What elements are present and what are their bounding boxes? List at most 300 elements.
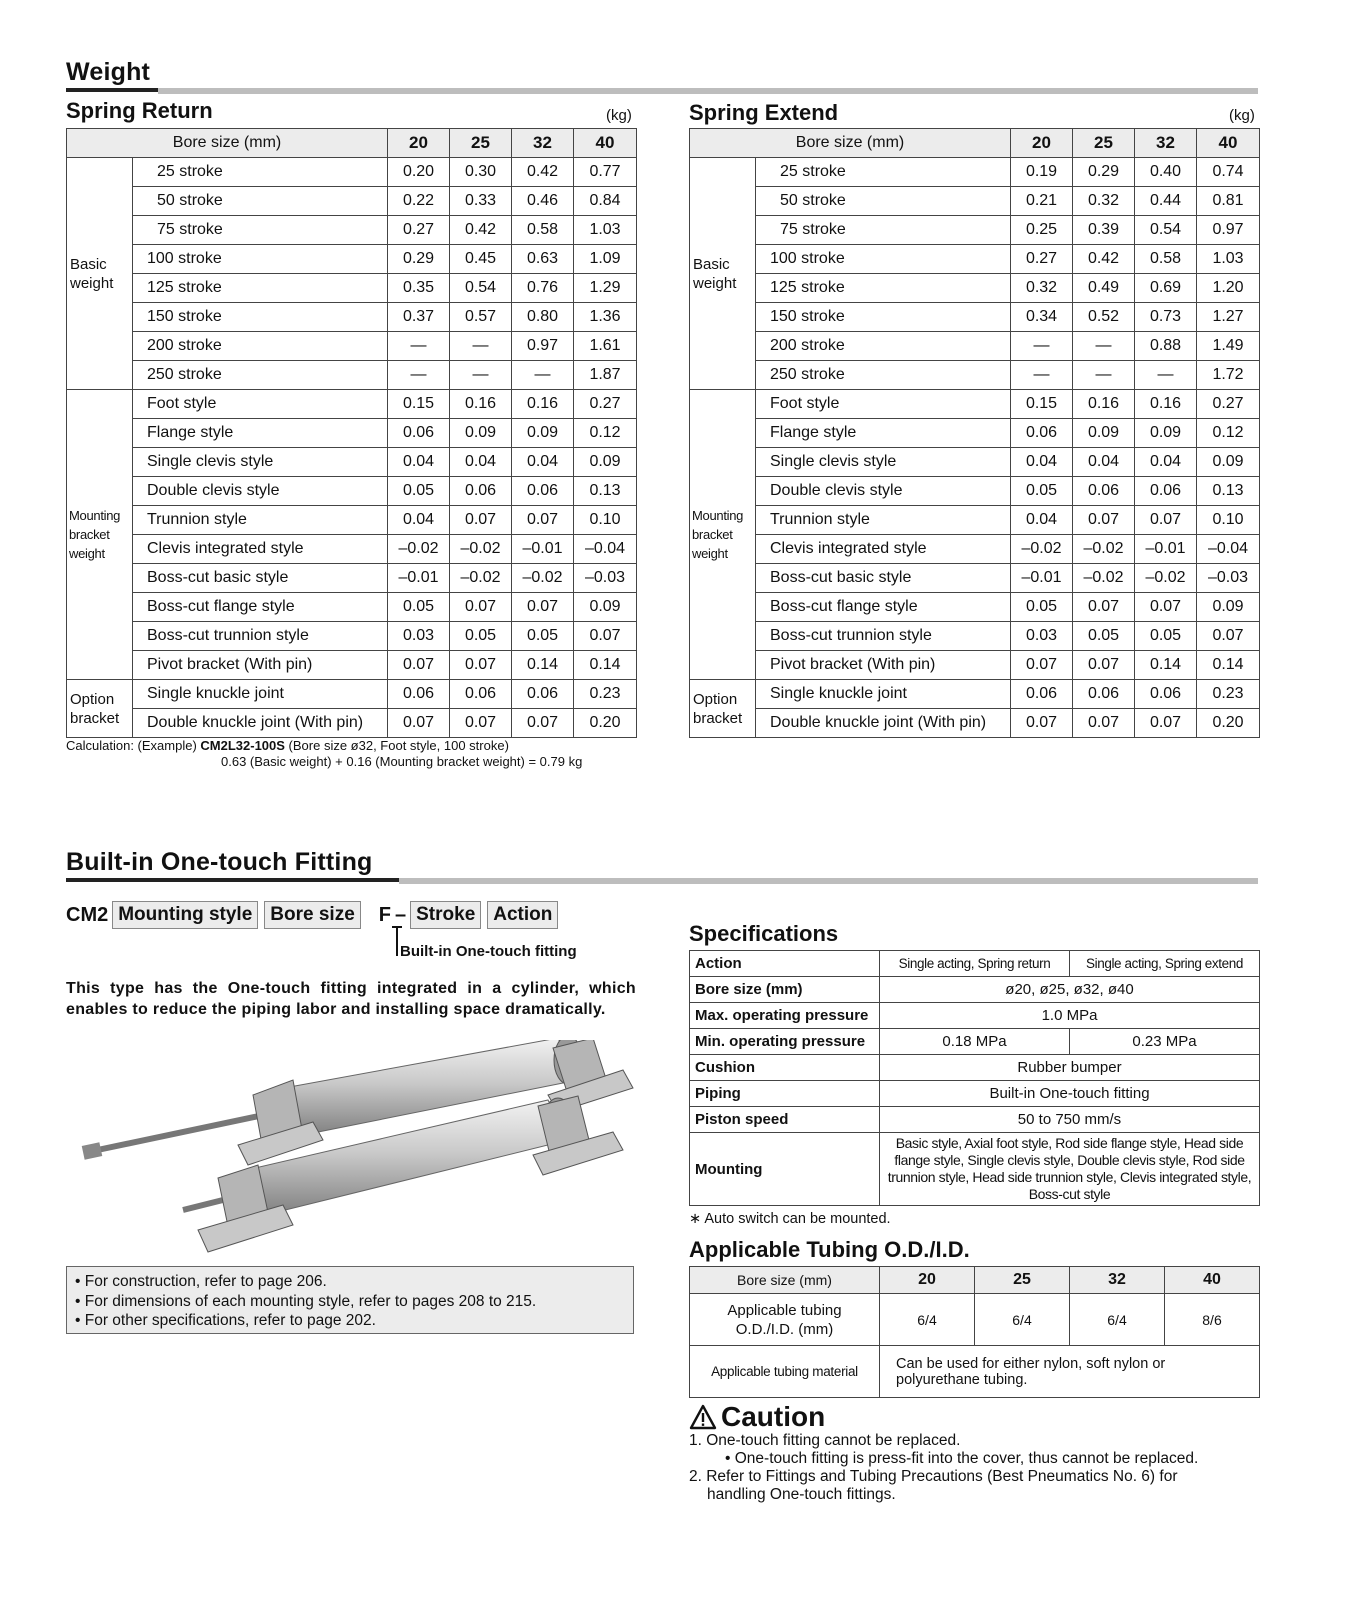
weight-value: 0.04 [1135,448,1197,477]
weight-value: 0.07 [450,593,512,622]
weight-value: 0.07 [1197,622,1260,651]
weight-row [67,593,637,622]
weight-value: 1.29 [574,274,637,303]
tubing-od-row [690,1294,1260,1346]
spec-key: Bore size (mm) [690,977,880,1003]
weight-value: 0.15 [388,390,450,419]
weight-header-row [690,129,1260,158]
weight-value: 0.06 [388,419,450,448]
weight-value: 0.07 [512,593,574,622]
bore-size-column: 40 [1197,129,1260,158]
weight-value: 0.14 [1135,651,1197,680]
weight-value: 0.07 [574,622,637,651]
weight-row-label: Clevis integrated style [756,535,1011,564]
weight-value: 0.37 [388,303,450,332]
weight-row [690,303,1260,332]
weight-row-label: Double knuckle joint (With pin) [133,709,388,738]
spec-row-min-pressure [690,1029,1260,1055]
caution-title: Caution [721,1401,826,1432]
weight-value: 0.10 [1197,506,1260,535]
tubing-od-value: 6/4 [880,1294,975,1346]
weight-value: 0.05 [1073,622,1135,651]
weight-group-label: Basic weight [67,158,133,390]
weight-value: 0.42 [1073,245,1135,274]
weight-row-label: 250 stroke [756,361,1011,390]
weight-value: 0.06 [1135,680,1197,709]
weight-value: 0.07 [1073,651,1135,680]
weight-value: 0.06 [1135,477,1197,506]
weight-value: 0.07 [512,506,574,535]
weight-value: 0.29 [388,245,450,274]
spec-key: Piston speed [690,1107,880,1133]
spec-row-cushion [690,1055,1260,1081]
weight-row-label: 250 stroke [133,361,388,390]
weight-row [690,187,1260,216]
weight-value: 1.03 [574,216,637,245]
weight-value: 0.04 [1073,448,1135,477]
weight-row [690,245,1260,274]
spec-row-action [690,951,1260,977]
weight-value: 0.52 [1073,303,1135,332]
weight-row-label: Double knuckle joint (With pin) [756,709,1011,738]
weight-value: 0.04 [388,506,450,535]
weight-value: 0.09 [512,419,574,448]
weight-row [67,274,637,303]
weight-value: 0.88 [1135,332,1197,361]
tubing-od-value: 6/4 [975,1294,1070,1346]
weight-value: 0.06 [450,680,512,709]
spec-key: Mounting [690,1133,880,1206]
weight-value: 0.19 [1011,158,1073,187]
spec-value: 0.18 MPa [880,1029,1070,1055]
weight-value: 0.09 [574,448,637,477]
weight-value: 0.06 [1011,419,1073,448]
weight-value: 1.49 [1197,332,1260,361]
weight-value: 0.07 [1011,709,1073,738]
bore-size-column: 20 [1011,129,1073,158]
weight-value: 0.81 [1197,187,1260,216]
reference-note: • For other specifications, refer to page 202. [75,1312,376,1329]
weight-row [690,216,1260,245]
weight-value: 0.06 [512,477,574,506]
weight-group-label: Basic weight [690,158,756,390]
tubing-od-value: 6/4 [1070,1294,1165,1346]
weight-value: –0.04 [1197,535,1260,564]
code-dash: – [395,903,407,926]
weight-value: 0.97 [512,332,574,361]
weight-value: –0.02 [1011,535,1073,564]
weight-row [690,158,1260,187]
weight-value: 0.22 [388,187,450,216]
weight-row-label: Single clevis style [756,448,1011,477]
weight-value: –0.03 [574,564,637,593]
weight-row-label: Double clevis style [756,477,1011,506]
weight-value: 0.06 [1073,680,1135,709]
weight-value: 0.04 [512,448,574,477]
weight-value: –0.01 [512,535,574,564]
weight-value: 0.09 [1073,419,1135,448]
code-prefix: CM2 [66,903,109,926]
weight-value: 0.07 [1135,506,1197,535]
weight-value: 0.16 [1135,390,1197,419]
calc-detail: (Bore size ø32, Foot style, 100 stroke) [284,738,509,753]
weight-row-label: Foot style [133,390,388,419]
code-action: Action [487,901,558,929]
bore-size-header: Bore size (mm) [67,129,388,158]
weight-value: 0.16 [1073,390,1135,419]
weight-value: 0.20 [574,709,637,738]
weight-value: 0.10 [574,506,637,535]
weight-value: 0.97 [1197,216,1260,245]
weight-row [67,709,637,738]
weight-value: — [1011,361,1073,390]
code-stroke: Stroke [410,901,481,929]
weight-row [67,245,637,274]
weight-value: 0.74 [1197,158,1260,187]
spec-value: 0.23 MPa [1070,1029,1260,1055]
weight-value: — [388,332,450,361]
weight-value: 0.06 [388,680,450,709]
tubing-bore: 32 [1070,1267,1165,1294]
weight-value: –0.03 [1197,564,1260,593]
weight-value: 0.25 [1011,216,1073,245]
weight-row [690,593,1260,622]
weight-row [67,506,637,535]
weight-row [690,622,1260,651]
weight-value: 0.07 [1135,709,1197,738]
weight-value: — [450,332,512,361]
spring-extend-unit: (kg) [1229,107,1255,124]
weight-value: –0.02 [388,535,450,564]
weight-value: 0.69 [1135,274,1197,303]
weight-row-label: 150 stroke [133,303,388,332]
weight-value: — [1011,332,1073,361]
specifications-title: Specifications [689,921,839,946]
weight-row [67,680,637,709]
weight-row [690,680,1260,709]
spec-key: Piping [690,1081,880,1107]
weight-header-row [67,129,637,158]
spec-value: Basic style, Axial foot style, Rod side flange style, Head side flange style, Single clevis style, Double clevis style, Rod side trunnion style, Head side trunnion style, Clevis integrated style, Boss-cut style [880,1133,1260,1206]
reference-notes-box [66,1266,634,1334]
bore-size-column: 20 [388,129,450,158]
spec-value: 1.0 MPa [880,1003,1260,1029]
weight-value: 1.72 [1197,361,1260,390]
weight-row [690,332,1260,361]
weight-row-label: Pivot bracket (With pin) [133,651,388,680]
tubing-title: Applicable Tubing O.D./I.D. [689,1237,970,1262]
weight-row [690,535,1260,564]
weight-value: 0.23 [1197,680,1260,709]
weight-row [67,361,637,390]
weight-row [690,506,1260,535]
weight-row-label: Boss-cut trunnion style [756,622,1011,651]
weight-value: 0.32 [1073,187,1135,216]
weight-value: 0.16 [450,390,512,419]
weight-value: 0.07 [450,709,512,738]
caution-item-continued: handling One-touch fittings. [707,1486,896,1503]
spec-row-piston-speed [690,1107,1260,1133]
tubing-material-label: Applicable tubing material [690,1346,880,1398]
weight-row-label: 75 stroke [756,216,1011,245]
weight-row [690,477,1260,506]
weight-value: 0.04 [1011,448,1073,477]
weight-value: 0.33 [450,187,512,216]
weight-row-label: 200 stroke [756,332,1011,361]
weight-value: 0.32 [1011,274,1073,303]
spring-extend-weight-table [689,128,1260,738]
weight-value: 0.49 [1073,274,1135,303]
specifications-table [689,950,1260,1206]
weight-value: 0.05 [1011,477,1073,506]
weight-row [67,216,637,245]
weight-value: 0.07 [1073,593,1135,622]
weight-value: –0.01 [1011,564,1073,593]
weight-row-label: 25 stroke [133,158,388,187]
weight-value: 0.09 [1197,593,1260,622]
spring-return-unit: (kg) [606,107,632,124]
weight-row-label: 200 stroke [133,332,388,361]
spec-row-piping [690,1081,1260,1107]
weight-value: 0.15 [1011,390,1073,419]
weight-row-label: 150 stroke [756,303,1011,332]
weight-row [690,651,1260,680]
weight-value: 0.09 [1197,448,1260,477]
weight-value: 0.57 [450,303,512,332]
weight-row [690,709,1260,738]
fitting-description: This type has the One-touch fitting integrated in a cylinder, which enables to reduce the piping labor and installing space dramatically. [66,980,636,1018]
weight-value: 0.03 [388,622,450,651]
weight-value: –0.02 [1073,535,1135,564]
weight-value: –0.02 [450,564,512,593]
weight-row-label: 100 stroke [133,245,388,274]
weight-value: 0.13 [574,477,637,506]
calc-formula: 0.63 (Basic weight) + 0.16 (Mounting bracket weight) = 0.79 kg [221,754,583,769]
weight-value: 0.54 [1135,216,1197,245]
auto-switch-note: ∗ Auto switch can be mounted. [689,1211,891,1227]
weight-row [67,419,637,448]
spec-key: Cushion [690,1055,880,1081]
weight-row-label: 75 stroke [133,216,388,245]
weight-group-label: Option bracket [67,680,133,738]
weight-value: 0.58 [512,216,574,245]
weight-row-label: Pivot bracket (With pin) [756,651,1011,680]
weight-value: 0.35 [388,274,450,303]
caution-heading [689,1401,825,1433]
weight-value: 0.20 [388,158,450,187]
weight-value: — [1073,361,1135,390]
weight-value: 0.07 [512,709,574,738]
weight-value: 0.07 [1011,651,1073,680]
weight-value: 0.05 [450,622,512,651]
weight-value: 0.05 [512,622,574,651]
weight-value: 0.06 [1073,477,1135,506]
weight-row-label: Flange style [756,419,1011,448]
weight-value: 0.05 [1011,593,1073,622]
weight-value: 0.73 [1135,303,1197,332]
weight-value: 0.40 [1135,158,1197,187]
weight-value: 0.76 [512,274,574,303]
weight-row-label: 50 stroke [133,187,388,216]
weight-value: 0.14 [1197,651,1260,680]
weight-value: 0.09 [1135,419,1197,448]
caution-subitem: • One-touch fitting is press-fit into the cover, thus cannot be replaced. [725,1450,1199,1467]
code-letter-f: F [378,903,391,926]
weight-value: 0.23 [574,680,637,709]
weight-row [67,448,637,477]
weight-value: 1.09 [574,245,637,274]
weight-value: — [450,361,512,390]
bore-size-column: 40 [574,129,637,158]
weight-row-label: 125 stroke [756,274,1011,303]
weight-value: 1.03 [1197,245,1260,274]
weight-section-rule [158,88,1258,94]
weight-row [690,274,1260,303]
weight-value: — [388,361,450,390]
tubing-table [689,1266,1260,1398]
weight-value: –0.02 [1135,564,1197,593]
code-bore-size: Bore size [264,901,360,929]
reference-note: • For dimensions of each mounting style, refer to pages 208 to 215. [75,1292,537,1310]
spring-extend-title: Spring Extend [689,100,839,125]
weight-row-label: Flange style [133,419,388,448]
weight-value: 0.44 [1135,187,1197,216]
weight-row [690,361,1260,390]
weight-value: — [1135,361,1197,390]
weight-row [67,332,637,361]
weight-row-label: 50 stroke [756,187,1011,216]
weight-value: 0.30 [450,158,512,187]
weight-value: 0.54 [450,274,512,303]
weight-value: 0.09 [574,593,637,622]
weight-row [690,448,1260,477]
weight-value: 0.27 [1011,245,1073,274]
spec-row-mounting [690,1133,1260,1206]
spec-value: Built-in One-touch fitting [880,1081,1260,1107]
weight-title-underline [66,88,158,92]
weight-row-label: Boss-cut basic style [756,564,1011,593]
weight-row [67,535,637,564]
weight-value: 0.34 [1011,303,1073,332]
weight-row-label: Foot style [756,390,1011,419]
caution-item: 1. One-touch fitting cannot be replaced. [689,1432,961,1449]
code-mounting-style: Mounting style [112,901,258,929]
weight-value: 0.04 [388,448,450,477]
caution-item: 2. Refer to Fittings and Tubing Precautions (Best Pneumatics No. 6) for [689,1468,1178,1485]
tubing-bore: 25 [975,1267,1070,1294]
weight-value: 0.07 [450,651,512,680]
spec-value: Single acting, Spring return [880,951,1070,977]
weight-value: — [512,361,574,390]
weight-row-label: Trunnion style [756,506,1011,535]
weight-value: 0.42 [450,216,512,245]
fitting-section-title: Built-in One-touch Fitting [66,848,373,876]
weight-row [67,303,637,332]
weight-group-label: Mounting bracket weight [67,390,133,680]
weight-value: 0.27 [388,216,450,245]
weight-row-label: Boss-cut basic style [133,564,388,593]
weight-value: 0.04 [1011,506,1073,535]
weight-value: 0.09 [450,419,512,448]
weight-value: 0.04 [450,448,512,477]
weight-row [690,564,1260,593]
weight-value: 0.77 [574,158,637,187]
spec-value: Rubber bumper [880,1055,1260,1081]
weight-row-label: Single clevis style [133,448,388,477]
weight-value: 0.05 [388,593,450,622]
weight-value: –0.01 [388,564,450,593]
weight-row [690,419,1260,448]
bore-size-header: Bore size (mm) [690,129,1011,158]
weight-row-label: Boss-cut flange style [133,593,388,622]
weight-row-label: Double clevis style [133,477,388,506]
bore-size-column: 25 [1073,129,1135,158]
weight-value: 0.03 [1011,622,1073,651]
fitting-section-rule [399,878,1258,884]
weight-value: 0.13 [1197,477,1260,506]
weight-value: 0.63 [512,245,574,274]
weight-value: 0.14 [512,651,574,680]
weight-section-title: Weight [66,58,151,86]
weight-group-label: Option bracket [690,680,756,738]
weight-value: 0.46 [512,187,574,216]
weight-row-label: 100 stroke [756,245,1011,274]
weight-row-label: 125 stroke [133,274,388,303]
spec-value: Single acting, Spring extend [1070,951,1260,977]
weight-value: 0.80 [512,303,574,332]
spec-key: Min. operating pressure [690,1029,880,1055]
weight-row [67,564,637,593]
weight-value: 0.29 [1073,158,1135,187]
weight-value: 0.07 [1135,593,1197,622]
caution-list [689,1432,1269,1504]
cylinder-product-image [78,1040,638,1255]
weight-row [67,187,637,216]
spring-return-title: Spring Return [66,98,213,123]
weight-row-label: Single knuckle joint [756,680,1011,709]
warning-triangle-icon [689,1404,717,1430]
weight-row-label: Single knuckle joint [133,680,388,709]
weight-value: 1.20 [1197,274,1260,303]
tubing-header-row [690,1267,1260,1294]
weight-value: 0.07 [388,709,450,738]
bore-size-column: 32 [1135,129,1197,158]
spec-row-bore [690,977,1260,1003]
tubing-od-label: Applicable tubing O.D./I.D. (mm) [690,1294,880,1346]
weight-row [67,390,637,419]
weight-value: 1.87 [574,361,637,390]
weight-value: 0.07 [1073,506,1135,535]
weight-value: 0.07 [450,506,512,535]
weight-row [67,622,637,651]
spec-value: 50 to 750 mm/s [880,1107,1260,1133]
tubing-od-value: 8/6 [1165,1294,1260,1346]
weight-value: 1.27 [1197,303,1260,332]
weight-value: 0.27 [1197,390,1260,419]
spring-return-weight-table [66,128,637,738]
weight-row-label: Trunnion style [133,506,388,535]
tubing-bore: 40 [1165,1267,1260,1294]
weight-value: 1.36 [574,303,637,332]
weight-row-label: Boss-cut trunnion style [133,622,388,651]
weight-calculation-example [66,738,582,770]
weight-value: 0.06 [450,477,512,506]
tubing-material-value: Can be used for either nylon, soft nylon or polyurethane tubing. [880,1346,1260,1398]
weight-value: 0.39 [1073,216,1135,245]
weight-value: 0.05 [1135,622,1197,651]
fitting-title-underline [66,878,399,882]
weight-value: –0.02 [1073,564,1135,593]
